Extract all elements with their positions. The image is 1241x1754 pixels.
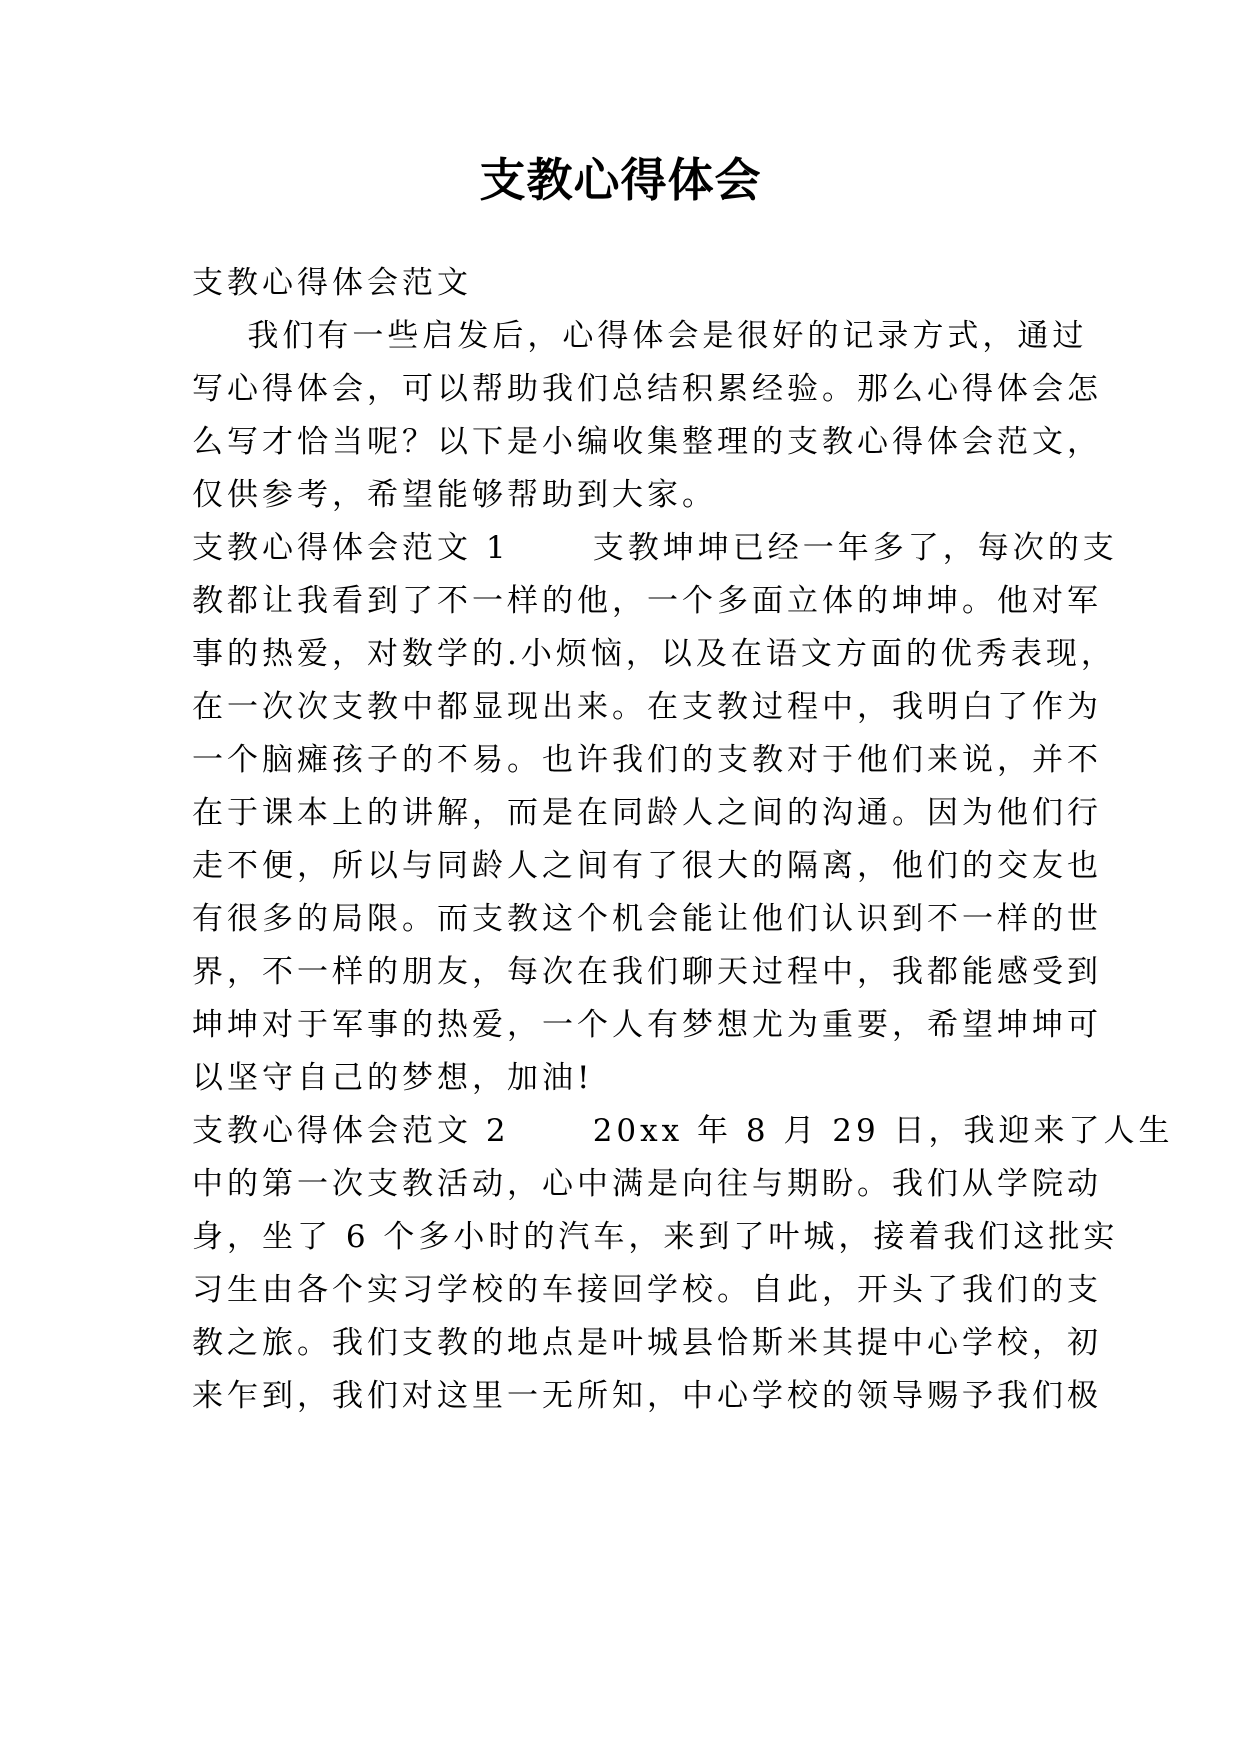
text-line: 有很多的局限。而支教这个机会能让他们认识到不一样的世 (192, 901, 1102, 937)
text-line: 么写才恰当呢？以下是小编收集整理的支教心得体会范文， (192, 424, 1102, 460)
text-line: 我们有一些启发后，心得体会是很好的记录方式，通过 (192, 318, 1088, 354)
text-line-section-heading: 支教心得体会范文 (192, 265, 472, 301)
text-line: 在于课本上的讲解，而是在同龄人之间的沟通。因为他们行 (192, 795, 1102, 831)
text-line: 在一次次支教中都显现出来。在支教过程中，我明白了作为 (192, 689, 1102, 725)
text-line-essay-1-start: 支教心得体会范文 1 支教坤坤已经一年多了，每次的支 (192, 530, 1118, 566)
document-title: 支教心得体会 (479, 153, 762, 207)
text-line: 仅供参考，希望能够帮助到大家。 (192, 477, 717, 513)
text-line: 写心得体会，可以帮助我们总结积累经验。那么心得体会怎 (192, 371, 1102, 407)
text-line: 教之旅。我们支教的地点是叶城县恰斯米其提中心学校，初 (192, 1325, 1102, 1361)
text-line: 习生由各个实习学校的车接回学校。自此，开头了我们的支 (192, 1272, 1102, 1308)
text-line: 身，坐了 6 个多小时的汽车，来到了叶城，接着我们这批实 (192, 1219, 1119, 1255)
text-line: 中的第一次支教活动，心中满是向往与期盼。我们从学院动 (192, 1166, 1102, 1202)
text-line: 坤坤对于军事的热爱，一个人有梦想尤为重要，希望坤坤可 (192, 1007, 1102, 1043)
text-line: 一个脑瘫孩子的不易。也许我们的支教对于他们来说，并不 (192, 742, 1102, 778)
text-line: 界，不一样的朋友，每次在我们聊天过程中，我都能感受到 (192, 954, 1102, 990)
text-line-essay-2-start: 支教心得体会范文 2 20xx 年 8 月 29 日，我迎来了人生 (192, 1113, 1174, 1149)
text-line: 事的热爱，对数学的.小烦恼，以及在语文方面的优秀表现， (192, 636, 1116, 672)
text-line: 走不便，所以与同龄人之间有了很大的隔离，他们的交友也 (192, 848, 1102, 884)
text-line: 以坚守自己的梦想，加油! (192, 1060, 594, 1096)
text-line: 教都让我看到了不一样的他，一个多面立体的坤坤。他对军 (192, 583, 1102, 619)
text-line: 来乍到，我们对这里一无所知，中心学校的领导赐予我们极 (192, 1378, 1102, 1414)
